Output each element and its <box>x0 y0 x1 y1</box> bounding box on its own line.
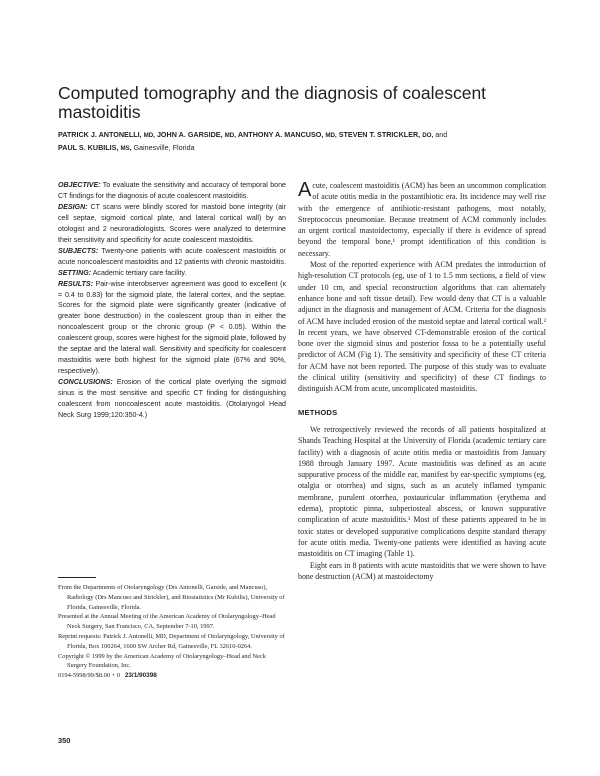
section-heading-methods: METHODS <box>298 407 338 417</box>
abstract-objective <box>58 180 286 202</box>
author-name: PAUL S. KUBILIS, <box>58 143 119 152</box>
author-list <box>58 129 538 155</box>
abstract-text: To evaluate the sensitivity and accuracy of temporal bone CT findings for the diagnosis of acute coalescent mastoiditis. <box>58 181 286 200</box>
article-title: Computed tomography and the diagnosis of coalescent mastoiditis <box>58 83 487 122</box>
page-number: 350 <box>58 736 71 745</box>
author-degree: MD, <box>224 132 236 139</box>
abstract-subjects <box>58 246 286 268</box>
abstract-setting <box>58 268 286 279</box>
issue-code: 23/1/90398 <box>124 672 157 680</box>
abstract-label: CONCLUSIONS: <box>58 378 113 387</box>
footnote-article-code <box>58 671 286 681</box>
journal-citation: (Otolaryngol Head Neck Surg 1999;120:350-4.) <box>58 400 286 420</box>
footnote-reprint-requests: Reprint requests: Patrick J. Antonelli, MD, Department of Otolaryngology, University of Florida, Box 100264, 1600 SW Archer Rd, Gainesville, FL 32610-0264. <box>58 632 285 650</box>
footnote-divider <box>58 577 96 578</box>
abstract-text: Pair-wise interobserver agreement was good to excellent (κ = 0.4 to 0.83) for the sigmoid plate, the lateral cortex, and the septae. Scores for the sigmoid plate were significantly greater (indicative of greater bone destruction) in the coalescent group than in either the noncoalescent group or the chronic group (P < 0.05). Within the coalescent group, scores were highest for the sigmoid plate, followed by the septae and the lateral wall. Sensitivity and specificity for coalescent mastoiditis were both highest for the sigmoid plate (67% and 90%, respectively). <box>58 279 286 376</box>
author-degree: DO, <box>422 132 434 139</box>
body-paragraph: Most of the reported experience with ACM predates the introduction of high-resolution CT protocols (eg, use of 1 to 1.5 mm sections, a field of view under 10 cm, and special reconstruction algorithms that can alternately enhance bone and soft tissue detail). Few would deny that CT is a valuable adjunct in the diagnosis and management of ACM. Criteria for the diagnosis of ACM have included erosion of the mastoid septae and lateral cortical wall.² In recent years, we have observed CT-demonstrable erosion of the cortical bone over the sigmoid sinus and posterior fossa to be a potentially useful predictor of ACM (Fig 1). The sensitivity and specificity of these CT criteria for ACM have not been reported. The purpose of this study was to evaluate the clinical utility (sensitivity and specificity) of these CT findings to distinguish ACM from acute, uncomplicated mastoiditis. <box>298 260 546 394</box>
author-conjunction: and <box>435 130 448 139</box>
abstract-text: Twenty-one patients with acute coalescent mastoiditis or acute noncoalescent mastoiditis and 12 patients with chronic mastoiditis. <box>58 246 287 266</box>
paragraph-text: cute, coalescent mastoiditis (ACM) has been an uncommon complication of acute otitis media in the postantibiotic era. Its incidence may well rise with the emergence of antibiotic-resistant pathogens, most notably, Streptococcus pneumoniae. Because treatment of ACM commonly includes an urgent cortical mastoidectomy, especially if there is evidence of spread beyond the temporal bone,¹ prompt identification of this condition is necessary. <box>298 181 546 258</box>
author-degree: MD, <box>143 132 155 139</box>
abstract-text: Erosion of the cortical plate overlying the sigmoid sinus is the most sensitive and specific CT finding for distinguishing coalescent from noncoalescent acute mastoiditis. <box>58 378 286 409</box>
issn-code: 0194-5998/99/$8.00 + 0 <box>58 672 121 680</box>
author-degree: MS, <box>120 145 132 152</box>
abstract-label: DESIGN: <box>58 202 88 211</box>
abstract-label: RESULTS: <box>58 279 93 288</box>
abstract-label: SETTING: <box>58 268 92 277</box>
author-name: ANTHONY A. MANCUSO, <box>237 130 324 139</box>
abstract-design <box>58 202 286 246</box>
author-name: STEVEN T. STRICKLER, <box>338 130 421 139</box>
body-paragraph: We retrospectively reviewed the records of all patients hospitalized at Shands Teaching Hospital at the University of Florida (academic tertiary care facility) with a diagnosis of acute otitis media or mastoiditis from January 1988 through January 1997. Acute mastoiditis was defined as an acute suppurative process of the middle ear, manifest by ear-specific symptoms (eg, otalgia or otorrhea) and signs, such as an acutely inflamed tympanic membrane, purulent otorrhea, postauricular inflammation (erythema and edema), proptotic pinna, subperiosteal abscess, or known suppurative complication of acute mastoiditis.¹ Most of these patients appeared to be in toxic states or developed suppurative complications despite standard therapy for acute otitis media. Twenty-one patients were identified as having acute mastoiditis on CT imaging (Table 1). <box>298 424 546 559</box>
author-degree: MD, <box>325 132 337 139</box>
abstract-text: CT scans were blindly scored for mastoid bone integrity (air cell septae, sigmoid cortical plate, and lateral cortical wall) by an otologist and 2 neuroradiologists. Scores were analyzed to determine their sensitivity and specificity for acute coalescent mastoiditis. <box>58 202 286 244</box>
abstract <box>58 180 286 421</box>
author-location: Gainesville, Florida <box>133 143 195 152</box>
abstract-text: Academic tertiary care facility. <box>92 268 187 277</box>
drop-cap: A <box>298 179 312 201</box>
abstract-results <box>58 279 286 378</box>
footnotes <box>58 583 286 681</box>
body-paragraph: Eight ears in 8 patients with acute mastoiditis that we were shown to have bone destruction (ACM) at mastoidectomy <box>298 560 546 581</box>
abstract-label: SUBJECTS: <box>58 246 99 255</box>
body-paragraph <box>298 180 546 259</box>
footnote-copyright: Copyright © 1999 by the American Academy of Otolaryngology–Head and Neck Surgery Foundation, Inc. <box>58 652 266 670</box>
author-name: JOHN A. GARSIDE, <box>156 130 223 139</box>
abstract-conclusions <box>58 377 286 421</box>
article-body <box>298 180 546 582</box>
footnote-affiliations: From the Departments of Otolaryngology (Drs Antonelli, Garside, and Mancuso), Radiology (Drs Mancuso and Strickler), and Biostatistics (Mr Kubilis), University of Florida, Gainesville, Florida. <box>58 584 285 611</box>
author-name: PATRICK J. ANTONELLI, <box>58 130 142 139</box>
abstract-label: OBJECTIVE: <box>58 181 101 189</box>
footnote-presentation: Presented at the Annual Meeting of the American Academy of Otolaryngology–Head Neck Surgery, San Francisco, CA, September 7-10, 1997. <box>58 613 276 631</box>
